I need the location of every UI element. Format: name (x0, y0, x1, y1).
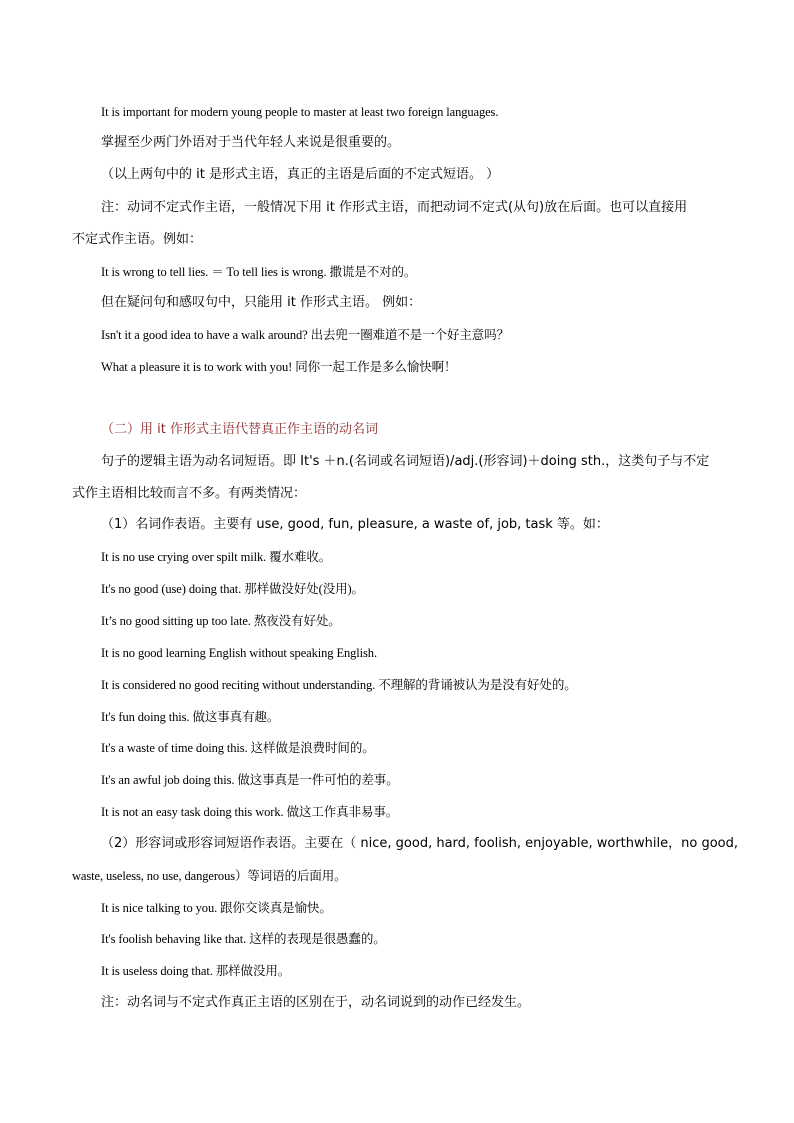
note-infinitive-subject-continued: 不定式作主语。例如： (72, 232, 203, 247)
example-nice-talking: It is nice talking to you. 跟你交谈真是愉快。 (101, 901, 332, 915)
case-1-noun-predicative: （1）名词作表语。主要有 use, good, fun, pleasure, a waste of, job, task 等。如： (101, 517, 609, 532)
example-pleasure: What a pleasure it is to work with you! 同你一起工作是多么愉快啊！ (101, 360, 457, 374)
example-waste-of-time: It's a waste of time doing this. 这样做是浪费时间的。 (101, 741, 375, 755)
example-fun: It's fun doing this. 做这事真有趣。 (101, 710, 280, 724)
note-gerund-vs-infinitive: 注：动名词与不定式作真正主语的区别在于，动名词说到的动作已经发生。 (101, 995, 531, 1010)
example-learning-english: It is no good learning English without speaking English. (101, 646, 377, 660)
gerund-explanation-continued: 式作主语相比较而言不多。有两类情况： (72, 486, 307, 501)
example-sitting-up: It’s no good sitting up too late. 熬夜没有好处。 (101, 614, 341, 628)
example-sentence-foreign-languages: It is important for modern young people to master at least two foreign languages. (101, 105, 499, 119)
note-formal-subject: （以上两句中的 it 是形式主语，真正的主语是后面的不定式短语。 ） (101, 167, 500, 182)
gerund-explanation: 句子的逻辑主语为动名词短语。即 It's ＋n.(名词或名词短语)/adj.(形容词)＋doing sth.，这类句子与不定 (101, 454, 710, 469)
note-questions-exclamations: 但在疑问句和感叹句中，只能用 it 作形式主语。 例如： (101, 295, 422, 310)
example-tell-lies: It is wrong to tell lies. ＝ To tell lies is wrong. 撒谎是不对的。 (101, 265, 417, 279)
example-foolish-behaving: It's foolish behaving like that. 这样的表现是很愚蠢的。 (101, 932, 386, 946)
example-no-good-use: It's no good (use) doing that. 那样做没好处(没用)。 (101, 582, 364, 596)
section-heading-gerund: （二）用 it 作形式主语代替真正作主语的动名词 (101, 422, 378, 437)
example-awful-job: It's an awful job doing this. 做这事真是一件可怕的差事。 (101, 773, 399, 787)
example-useless: It is useless doing that. 那样做没用。 (101, 964, 291, 978)
example-spilt-milk: It is no use crying over spilt milk. 覆水难收。 (101, 550, 332, 564)
case-2-adjective-predicative: （2）形容词或形容词短语作表语。主要在（ nice, good, hard, foolish, enjoyable, worthwhile，no good, (101, 836, 738, 851)
example-easy-task: It is not an easy task doing this work. 做这工作真非易事。 (101, 805, 399, 819)
case-2-adjective-predicative-continued: waste, useless, no use, dangerous）等词语的后面用。 (72, 869, 347, 883)
note-infinitive-subject: 注：动词不定式作主语，一般情况下用 it 作形式主语，而把动词不定式(从句)放在后面。也可以直接用 (101, 200, 688, 215)
example-walk-around: Isn't it a good idea to have a walk around? 出去兜一圈难道不是一个好主意吗？ (101, 328, 509, 342)
translation-foreign-languages: 掌握至少两门外语对于当代年轻人来说是很重要的。 (101, 135, 401, 150)
example-reciting: It is considered no good reciting without understanding. 不理解的背诵被认为是没有好处的。 (101, 678, 577, 692)
